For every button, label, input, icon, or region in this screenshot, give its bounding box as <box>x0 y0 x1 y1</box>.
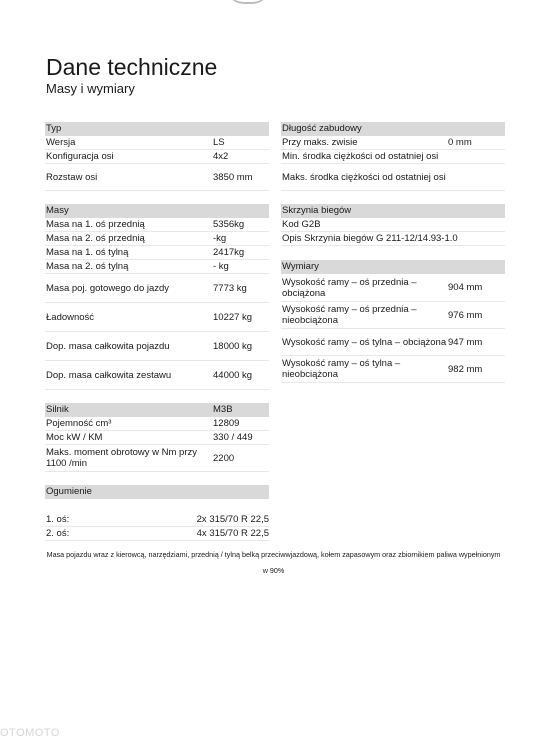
table-row: Przy maks. zwisie 0 mm <box>281 136 505 150</box>
table-row: 1. oś: 2x 315/70 R 22,5 <box>46 514 269 525</box>
table-row: Opis Skrzynia biegów G 211-12/14.93-1.0 <box>281 232 505 246</box>
section-header-wymiary: Wymiary <box>281 260 505 274</box>
section-header-dlugosc: Długość zabudowy <box>281 122 505 136</box>
table-row: Masa poj. gotowego do jazdy 7773 kg <box>45 274 269 303</box>
table-row: Masa na 1. oś tylną 2417kg <box>45 246 269 260</box>
table-row: Konfiguracja osi 4x2 <box>45 150 269 164</box>
table-row: Wysokość ramy – oś tylna – obciążona 947 mm <box>281 329 505 356</box>
top-decoration <box>226 0 270 4</box>
section-masy <box>45 204 269 390</box>
table-row: Maks. moment obrotowy w Nm przy 1100 /min 2200 <box>45 445 269 472</box>
page-title: Dane techniczne <box>46 54 218 80</box>
section-header-skrzynia: Skrzynia biegów <box>281 204 505 218</box>
table-row: Masa na 2. oś przednią -kg <box>45 232 269 246</box>
section-header-typ: Typ <box>45 122 269 136</box>
table-row: Maks. środka ciężkości od ostatniej osi <box>281 164 505 191</box>
page-subtitle: Masy i wymiary <box>46 81 135 96</box>
table-row: 2. oś: 4x 315/70 R 22,5 <box>46 528 269 539</box>
spacer <box>45 499 269 513</box>
table-row: Pojemność cm³ 12809 <box>45 417 269 431</box>
right-column <box>281 122 505 396</box>
table-row: Ładowność 10227 kg <box>45 303 269 332</box>
table-row: Wersja LS <box>45 136 269 150</box>
section-header-ogumienie: Ogumienie <box>45 485 269 499</box>
section-header-silnik: Silnik M3B <box>45 403 269 417</box>
table-row: Masa na 2. oś tylną - kg <box>45 260 269 274</box>
table-row: Wysokość ramy – oś przednia – nieobciążona 976 mm <box>281 302 505 329</box>
section-ogumienie <box>45 485 269 541</box>
section-silnik <box>45 403 269 472</box>
section-skrzynia-biegow <box>281 204 505 246</box>
table-row: Dop. masa całkowita zestawu 44000 kg <box>45 361 269 390</box>
section-typ <box>45 122 269 191</box>
table-row: Min. środka ciężkości od ostatniej osi <box>281 150 505 164</box>
table-row: Masa na 1. oś przednią 5356kg <box>45 218 269 232</box>
table-row: Rozstaw osi 3850 mm <box>45 164 269 191</box>
watermark-logo: OTOMOTO <box>0 727 60 739</box>
table-row: Moc kW / KM 330 / 449 <box>45 431 269 445</box>
section-dlugosc-zabudowy <box>281 122 505 191</box>
section-wymiary <box>281 260 505 383</box>
table-row: Wysokość ramy – oś przednia – obciążona 904 mm <box>281 274 505 302</box>
left-column <box>45 122 269 554</box>
footnote: Masa pojazdu wraz z kierowcą, narzędziami, przednią / tylną belką przeciwwjazdową, kołem zapasowym oraz zbiornikiem paliwa wypełnionym w 90% <box>46 550 501 575</box>
table-row: Wysokość ramy – oś tylna – nieobciążona 982 mm <box>281 356 505 383</box>
table-row: Kod G2B <box>281 218 505 232</box>
section-header-masy: Masy <box>45 204 269 218</box>
table-row: Dop. masa całkowita pojazdu 18000 kg <box>45 332 269 361</box>
